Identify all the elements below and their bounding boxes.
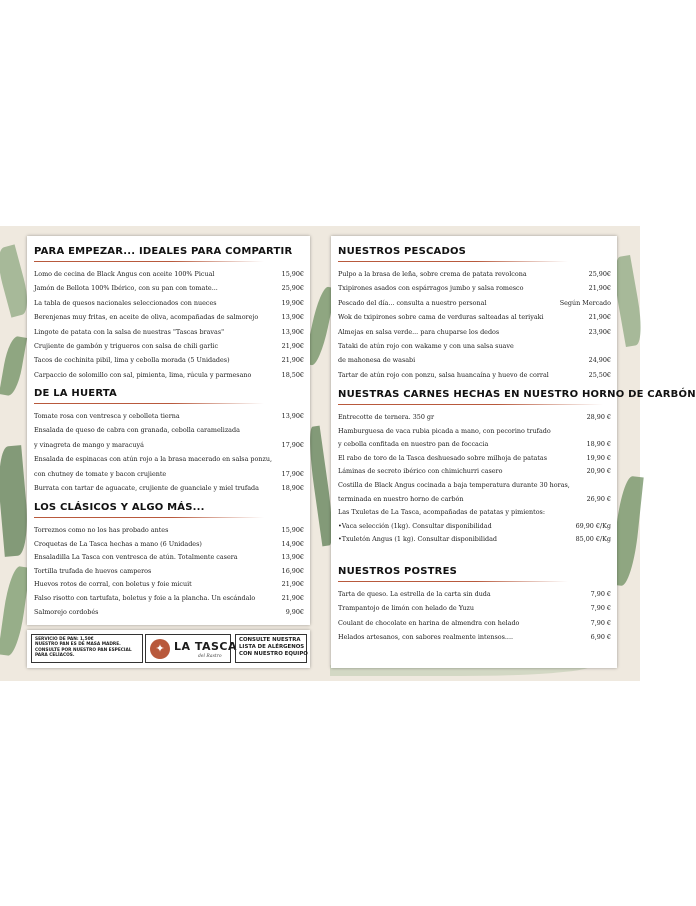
menu-item-name: de mahonesa de wasabi	[338, 356, 416, 365]
menu-item-row	[338, 506, 611, 518]
section-divider	[338, 404, 603, 405]
menu-item-price: 26,90 €	[586, 494, 611, 503]
menu-item-price: 21,90€	[281, 594, 304, 602]
allergens-text	[239, 637, 308, 658]
menu-item-name: Ensalada de espinacas con atún rojo a la brasa macerado en salsa ponzu,	[34, 455, 272, 464]
menu-item-name: •Txuletón Angus (1 kg). Consultar disponibilidad	[338, 535, 497, 544]
menu-item-name: Hamburguesa de vaca rubia picada a mano, con pecorino trufado	[338, 426, 551, 435]
menu-item-name: El rabo de toro de la Tasca deshuesado sobre milhoja de patatas	[338, 453, 547, 462]
section-divider	[338, 581, 568, 582]
menu-item-row	[338, 369, 611, 381]
menu-item-row	[34, 439, 304, 451]
menu-item-name: Wok de txipirones sobre cama de verduras salteadas al teriyaki	[338, 313, 544, 322]
menu-item-name: Croquetas de La Tasca hechas a mano (6 Unidades)	[34, 539, 202, 548]
menu-item-row	[338, 340, 611, 352]
menu-item-row	[34, 326, 304, 338]
menu-item-price: 25,90€	[588, 270, 611, 278]
menu-item-row	[338, 520, 611, 532]
menu-item-row	[34, 524, 304, 536]
section-title: LOS CLÁSICOS Y ALGO MÁS...	[34, 502, 205, 513]
menu-item-row	[338, 268, 611, 280]
menu-item-price: 9,90€	[285, 607, 304, 616]
menu-item-row	[338, 631, 611, 643]
section-title: NUESTROS PESCADOS	[338, 246, 467, 257]
menu-item-row	[34, 468, 304, 480]
menu-item-row	[338, 326, 611, 338]
menu-item-row	[34, 551, 304, 563]
menu-item-name: Tartar de atún rojo con ponzu, salsa huancaína y huevo de corral	[338, 370, 549, 379]
menu-item-price: 14,90€	[281, 539, 304, 548]
menu-item-price: 17,90€	[281, 440, 304, 449]
menu-item-price: 20,90 €	[586, 467, 611, 476]
menu-footer	[27, 630, 310, 668]
menu-item-row	[338, 617, 611, 629]
menu-item-name: Jamón de Bellota 100% Ibérico, con su pan con tomate...	[34, 284, 218, 293]
menu-item-price: 25,50€	[588, 370, 611, 379]
menu-item-row	[338, 354, 611, 366]
section-title: DE LA HUERTA	[34, 388, 117, 399]
menu-item-row	[34, 282, 304, 294]
menu-item-name: Pulpo a la brasa de leña, sobre crema de patata revolcona	[338, 270, 527, 278]
menu-item-price: 23,90€	[588, 327, 611, 336]
menu-item-price: 13,90€	[281, 412, 304, 420]
menu-item-price: 15,90€	[281, 526, 304, 534]
bread-line: NUESTRO PAN ES DE MASA MADRE.	[35, 642, 121, 648]
menu-item-name: Láminas de secreto ibérico con chimichurri casero	[338, 467, 503, 476]
section-divider	[34, 517, 264, 518]
menu-item-name: Tortilla trufada de huevos camperos	[34, 566, 152, 575]
left-menu-panel	[27, 236, 310, 625]
menu-item-price: 7,90 €	[590, 590, 611, 598]
menu-item-name: Helados artesanos, con sabores realmente intensos....	[338, 633, 514, 642]
menu-item-price: 7,90 €	[590, 604, 611, 613]
allergens-line: LISTA DE ALÉRGENOS	[239, 644, 305, 650]
menu-item-name: Lingote de patata con la salsa de nuestras "Tascas bravas"	[34, 327, 225, 336]
menu-item-row	[34, 565, 304, 577]
menu-item-name: Entrecotte de ternera. 350 gr	[338, 413, 435, 421]
allergens-box	[235, 634, 307, 663]
menu-item-price: 85,00 €/Kg	[575, 535, 611, 544]
menu-item-price: 25,90€	[281, 284, 304, 293]
menu-item-price: 69,90 €/Kg	[575, 521, 611, 530]
brand-subtitle: del Rastro	[198, 654, 222, 659]
menu-item-price: 19,90€	[281, 298, 304, 307]
menu-item-row	[34, 297, 304, 309]
menu-item-name: Falso risotto con tartufata, boletus y foie a la plancha. Un escándalo	[34, 594, 256, 602]
section-title: NUESTROS POSTRES	[338, 566, 458, 577]
menu-item-row	[34, 538, 304, 550]
menu-item-price: 18,50€	[281, 370, 304, 379]
section-title: PARA EMPEZAR... IDEALES PARA COMPARTIR	[34, 246, 293, 257]
menu-item-name: Coulant de chocolate en harina de almendra con helado	[338, 618, 520, 627]
menu-item-row	[34, 606, 304, 618]
menu-item-row	[34, 578, 304, 590]
menu-item-name: •Vaca selección (1kg). Consultar disponibilidad	[338, 521, 492, 530]
menu-item-name: Pescado del día... consulta a nuestro personal	[338, 298, 487, 307]
menu-item-price: 24,90€	[588, 356, 611, 365]
menu-item-name: Crujiente de gambón y trigueros con salsa de chili garlic	[34, 342, 219, 350]
menu-item-name: Tacos de cochinita pibil, lima y cebolla morada (5 Unidades)	[34, 356, 230, 365]
menu-item-row	[338, 411, 611, 423]
menu-item-name: Costilla de Black Angus cocinada a baja temperatura durante 30 horas,	[338, 481, 570, 489]
menu-item-row	[338, 588, 611, 600]
menu-item-price: 21,90€	[281, 342, 304, 350]
menu-item-name: con chutney de tomate y bacon crujiente	[34, 469, 167, 478]
menu-item-price: 21,90€	[588, 313, 611, 322]
menu-item-price: 21,90€	[281, 580, 304, 589]
menu-item-row	[338, 465, 611, 477]
right-menu-panel	[331, 236, 696, 668]
menu-item-price: 13,90€	[281, 327, 304, 336]
menu-item-name: Berenjenas muy fritas, en aceite de oliva, acompañadas de salmorejo	[34, 313, 259, 322]
menu-item-row	[34, 268, 304, 280]
section-divider	[34, 403, 264, 404]
menu-item-price: 19,90 €	[586, 453, 611, 462]
bread-line: CONSULTE POR NUESTRO PAN ESPECIAL	[35, 647, 132, 653]
menu-item-name: y vinagreta de mango y maracuyá	[34, 440, 144, 449]
menu-item-name: Salmorejo cordobés	[34, 607, 99, 616]
menu-item-row	[34, 410, 304, 422]
menu-item-name: Ensaladilla La Tasca con ventresca de atún. Totalmente casera	[34, 553, 238, 562]
menu-item-price: 16,90€	[281, 566, 304, 575]
allergens-line: CON NUESTRO EQUIPO	[239, 651, 308, 657]
menu-item-row	[338, 452, 611, 464]
menu-item-row	[338, 602, 611, 614]
menu-item-price: 21,90€	[281, 356, 304, 365]
menu-item-name: Txipirones asados con espárragos jumbo y salsa romesco	[338, 284, 524, 293]
bread-line: SERVICIO DE PAN: 1,50€	[35, 637, 94, 642]
menu-item-name: Burrata con tartar de aguacate, crujiente de guanciale y miel trufada	[34, 484, 259, 492]
menu-item-row	[338, 493, 611, 505]
bread-line: PARA CELÍACOS.	[35, 652, 75, 658]
menu-item-row	[34, 424, 304, 436]
menu-item-price: 21,90€	[588, 284, 611, 293]
menu-item-row	[338, 311, 611, 323]
menu-item-name: terminada en nuestro horno de carbón	[338, 494, 464, 503]
menu-item-row	[34, 453, 304, 465]
menu-item-price: 13,90€	[281, 313, 304, 322]
menu-item-row	[338, 479, 611, 491]
menu-item-row	[338, 533, 611, 545]
menu-item-price: 17,90€	[281, 469, 304, 478]
menu-item-price: 28,90 €	[586, 413, 611, 421]
menu-item-row	[34, 311, 304, 323]
menu-item-row	[34, 369, 304, 381]
menu-item-name: Tataki de atún rojo con wakame y con una salsa suave	[338, 342, 514, 350]
menu-item-name: Tomate rosa con ventresca y cebolleta tierna	[34, 412, 180, 420]
menu-item-row	[34, 340, 304, 352]
section-divider	[34, 261, 264, 262]
menu-item-row	[34, 482, 304, 494]
leaf-decoration	[0, 565, 30, 657]
menu-item-name: Huevos rotos de corral, con boletus y foie micuit	[34, 580, 192, 589]
menu-item-name: La tabla de quesos nacionales seleccionados con nueces	[34, 298, 217, 307]
menu-item-price: 18,90 €	[586, 440, 611, 449]
menu-item-name: y cebolla confitada en nuestro pan de foccacia	[338, 440, 489, 449]
menu-item-row	[338, 425, 611, 437]
menu-item-name: Torreznos como no los has probado antes	[34, 526, 169, 534]
leaf-decoration	[0, 335, 27, 397]
section-title: NUESTRAS CARNES HECHAS EN NUESTRO HORNO DE CARBÓN	[338, 389, 696, 400]
menu-item-row	[34, 592, 304, 604]
brand-logo: LA TASCA	[174, 640, 238, 653]
menu-item-row	[338, 438, 611, 450]
menu-item-name: Las Txuletas de La Tasca, acompañadas de patatas y pimientos:	[338, 508, 545, 517]
logo-box	[145, 634, 238, 663]
allergens-line: CONSULTE NUESTRA	[239, 637, 301, 643]
menu-item-name: Carpaccio de solomillo con sal, pimienta, lima, rúcula y parmesano	[34, 370, 252, 379]
menu-item-price: 7,90 €	[590, 618, 611, 627]
menu-item-row	[338, 282, 611, 294]
fork-knife-icon: ✦	[150, 639, 170, 659]
menu-item-row	[338, 297, 611, 309]
bread-service-text	[35, 637, 132, 658]
menu-item-name: Tarta de queso. La estrella de la carta sin duda	[338, 590, 491, 598]
menu-item-price: 6,90 €	[590, 633, 611, 642]
menu-item-price: Según Mercado	[559, 298, 611, 307]
menu-item-price: 18,90€	[281, 484, 304, 492]
menu-item-name: Almejas en salsa verde... para chuparse los dedos	[338, 327, 500, 336]
menu-item-name: Trampantojo de limón con helado de Yuzu	[338, 604, 474, 613]
bread-service-box	[31, 634, 143, 663]
menu-item-row	[34, 354, 304, 366]
menu-item-price: 15,90€	[281, 270, 304, 278]
menu-item-price: 13,90€	[281, 553, 304, 562]
menu-item-name: Ensalada de queso de cabra con granada, cebolla caramelizada	[34, 426, 240, 435]
section-divider	[338, 261, 568, 262]
menu-item-name: Lomo de cecina de Black Angus con aceite 100% Picual	[34, 270, 215, 278]
